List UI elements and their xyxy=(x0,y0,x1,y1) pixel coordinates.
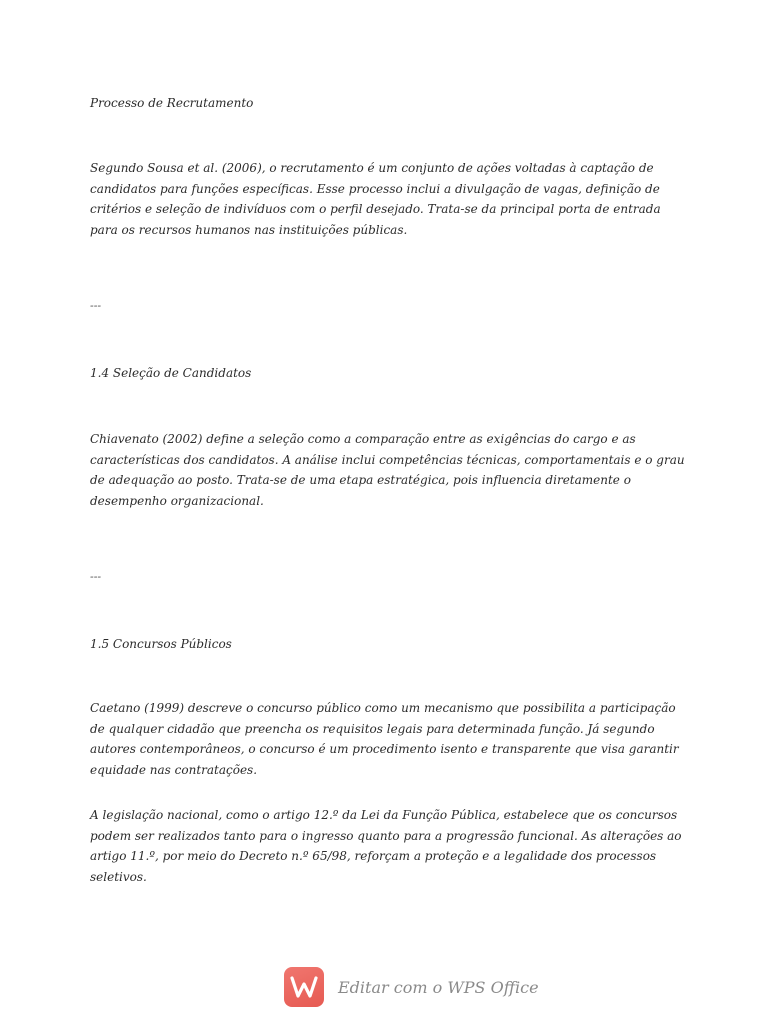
paragraph-public-contests: Caetano (1999) descreve o concurso público como um mecanismo que possibilita a participação de qualquer cidadão que preencha os requisitos legais para determinada função. Já segundo autores contemporâneos, o concurso é um procedimento isento e transparente que visa garantir equidade nas contratações. xyxy=(90,701,679,777)
wps-edit-label: Editar com o WPS Office xyxy=(338,977,539,997)
document-title: Processo de Recrutamento xyxy=(90,96,254,110)
section-heading-1-4: 1.4 Seleção de Candidatos xyxy=(90,366,252,380)
paragraph-selection: Chiavenato (2002) define a seleção como a comparação entre as exigências do cargo e as características dos candidatos. A análise inclui competências técnicas, comportamentais e o grau de adequação ao posto. Trata-se de uma etapa estratégica, pois influencia diretamente o desempenho organizacional. xyxy=(90,432,685,508)
section-separator: --- xyxy=(90,570,102,583)
wps-office-logo-icon xyxy=(284,967,324,1007)
edit-with-wps-button[interactable] xyxy=(284,965,539,1009)
paragraph-legislation: A legislação nacional, como o artigo 12.º da Lei da Função Pública, estabelece que os concursos podem ser realizados tanto para o ingresso quanto para a progressão funcional. As alterações ao artigo 11.º, por meio do Decreto n.º 65/98, reforçam a proteção e a legalidade dos processos seletivos. xyxy=(90,808,682,884)
section-separator: --- xyxy=(90,299,102,312)
paragraph-recruitment: Segundo Sousa et al. (2006), o recrutamento é um conjunto de ações voltadas à captação de candidatos para funções específicas. Esse processo inclui a divulgação de vagas, definição de critérios e seleção de indivíduos com o perfil desejado. Trata-se da principal porta de entrada para os recursos humanos nas instituições públicas. xyxy=(90,161,661,237)
section-heading-1-5: 1.5 Concursos Públicos xyxy=(90,637,232,651)
